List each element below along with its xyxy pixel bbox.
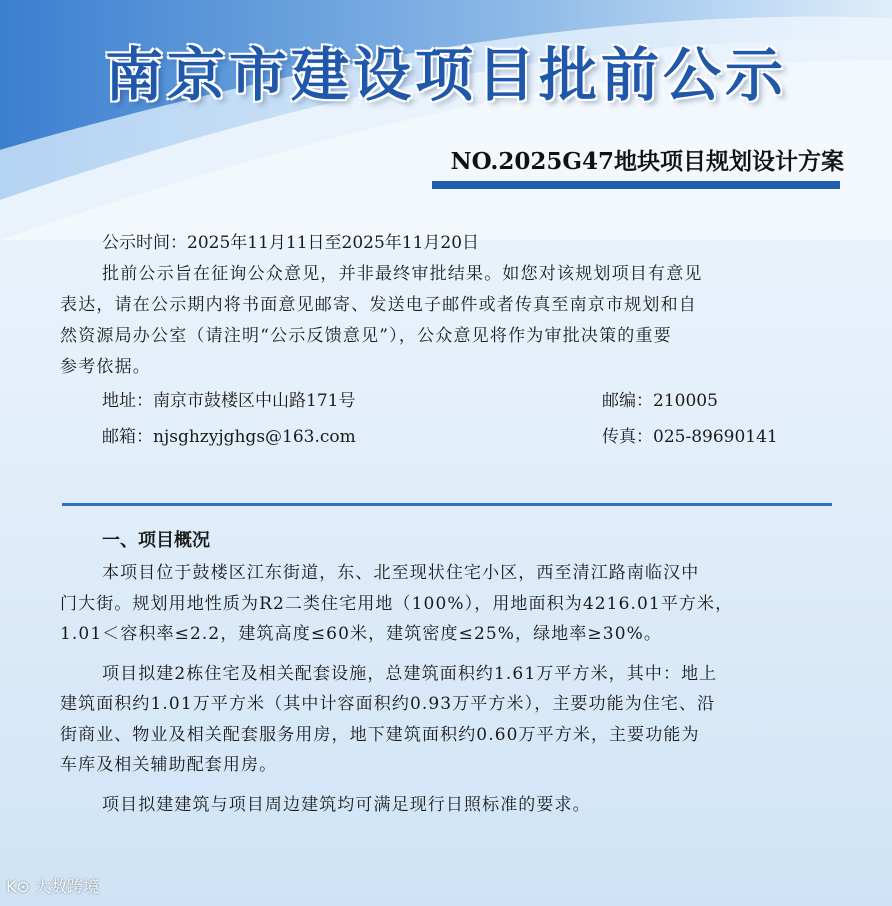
contact-postcode: 邮编：210005 xyxy=(602,390,718,411)
subtitle-underline xyxy=(432,181,840,189)
watermark-logo: K⊙ 大数跨境 xyxy=(6,877,99,896)
intro-line: 表达，请在公示期内将书面意见邮寄、发送电子邮件或者传真至南京市规划和自 xyxy=(60,295,697,315)
paragraph-line: 项目拟建2栋住宅及相关配套设施，总建筑面积约1.61万平方米，其中：地上 xyxy=(102,663,718,684)
intro-line: 批前公示旨在征询公众意见，并非最终审批结果。如您对该规划项目有意见 xyxy=(102,264,703,284)
section-project-overview xyxy=(60,524,842,820)
project-subtitle: NO.2025G47地块项目规划设计方案 xyxy=(450,148,844,175)
notice-time: 公示时间：2025年11月11日至2025年11月20日 xyxy=(102,233,480,253)
notice-block xyxy=(60,228,842,455)
contact-fax: 传真：025-89690141 xyxy=(602,426,778,447)
contact-address: 地址：南京市鼓楼区中山路171号 xyxy=(102,390,356,411)
contact-email: 邮箱：njsghzyjghgs@163.com xyxy=(102,426,356,447)
overview-paragraph-3 xyxy=(60,790,842,821)
paragraph-line: 门大街。规划用地性质为R2二类住宅用地（100%），用地面积为4216.01平方米， xyxy=(60,593,734,614)
contact-row-1 xyxy=(60,383,842,419)
paragraph-line: 1.01＜容积率≤2.2，建筑高度≤60米，建筑密度≤25%，绿地率≥30%。 xyxy=(60,624,662,644)
section-heading: 一、项目概况 xyxy=(102,530,210,551)
intro-line: 然资源局办公室（请注明“公示反馈意见”），公众意见将作为审批决策的重要 xyxy=(60,326,672,346)
paragraph-line: 建筑面积约1.01万平方米（其中计容面积约0.93万平方米），主要功能为住宅、沿 xyxy=(60,694,716,714)
overview-paragraph-2 xyxy=(60,659,842,781)
overview-paragraph-1 xyxy=(60,558,842,650)
contact-row-2 xyxy=(60,419,842,455)
page-title: 南京市建设项目批前公示 xyxy=(104,41,787,109)
intro-line: 参考依据。 xyxy=(60,357,151,377)
section-divider xyxy=(62,503,832,506)
paragraph-line: 街商业、物业及相关配套服务用房，地下建筑面积约0.60万平方米，主要功能为 xyxy=(60,724,700,745)
paragraph-line: 车库及相关辅助配套用房。 xyxy=(60,755,278,775)
paragraph-line: 本项目位于鼓楼区江东街道，东、北至现状住宅小区，西至清江路南临汉中 xyxy=(102,563,700,583)
notice-intro xyxy=(60,259,842,383)
paragraph-line: 项目拟建建筑与项目周边建筑均可满足现行日照标准的要求。 xyxy=(102,794,591,815)
